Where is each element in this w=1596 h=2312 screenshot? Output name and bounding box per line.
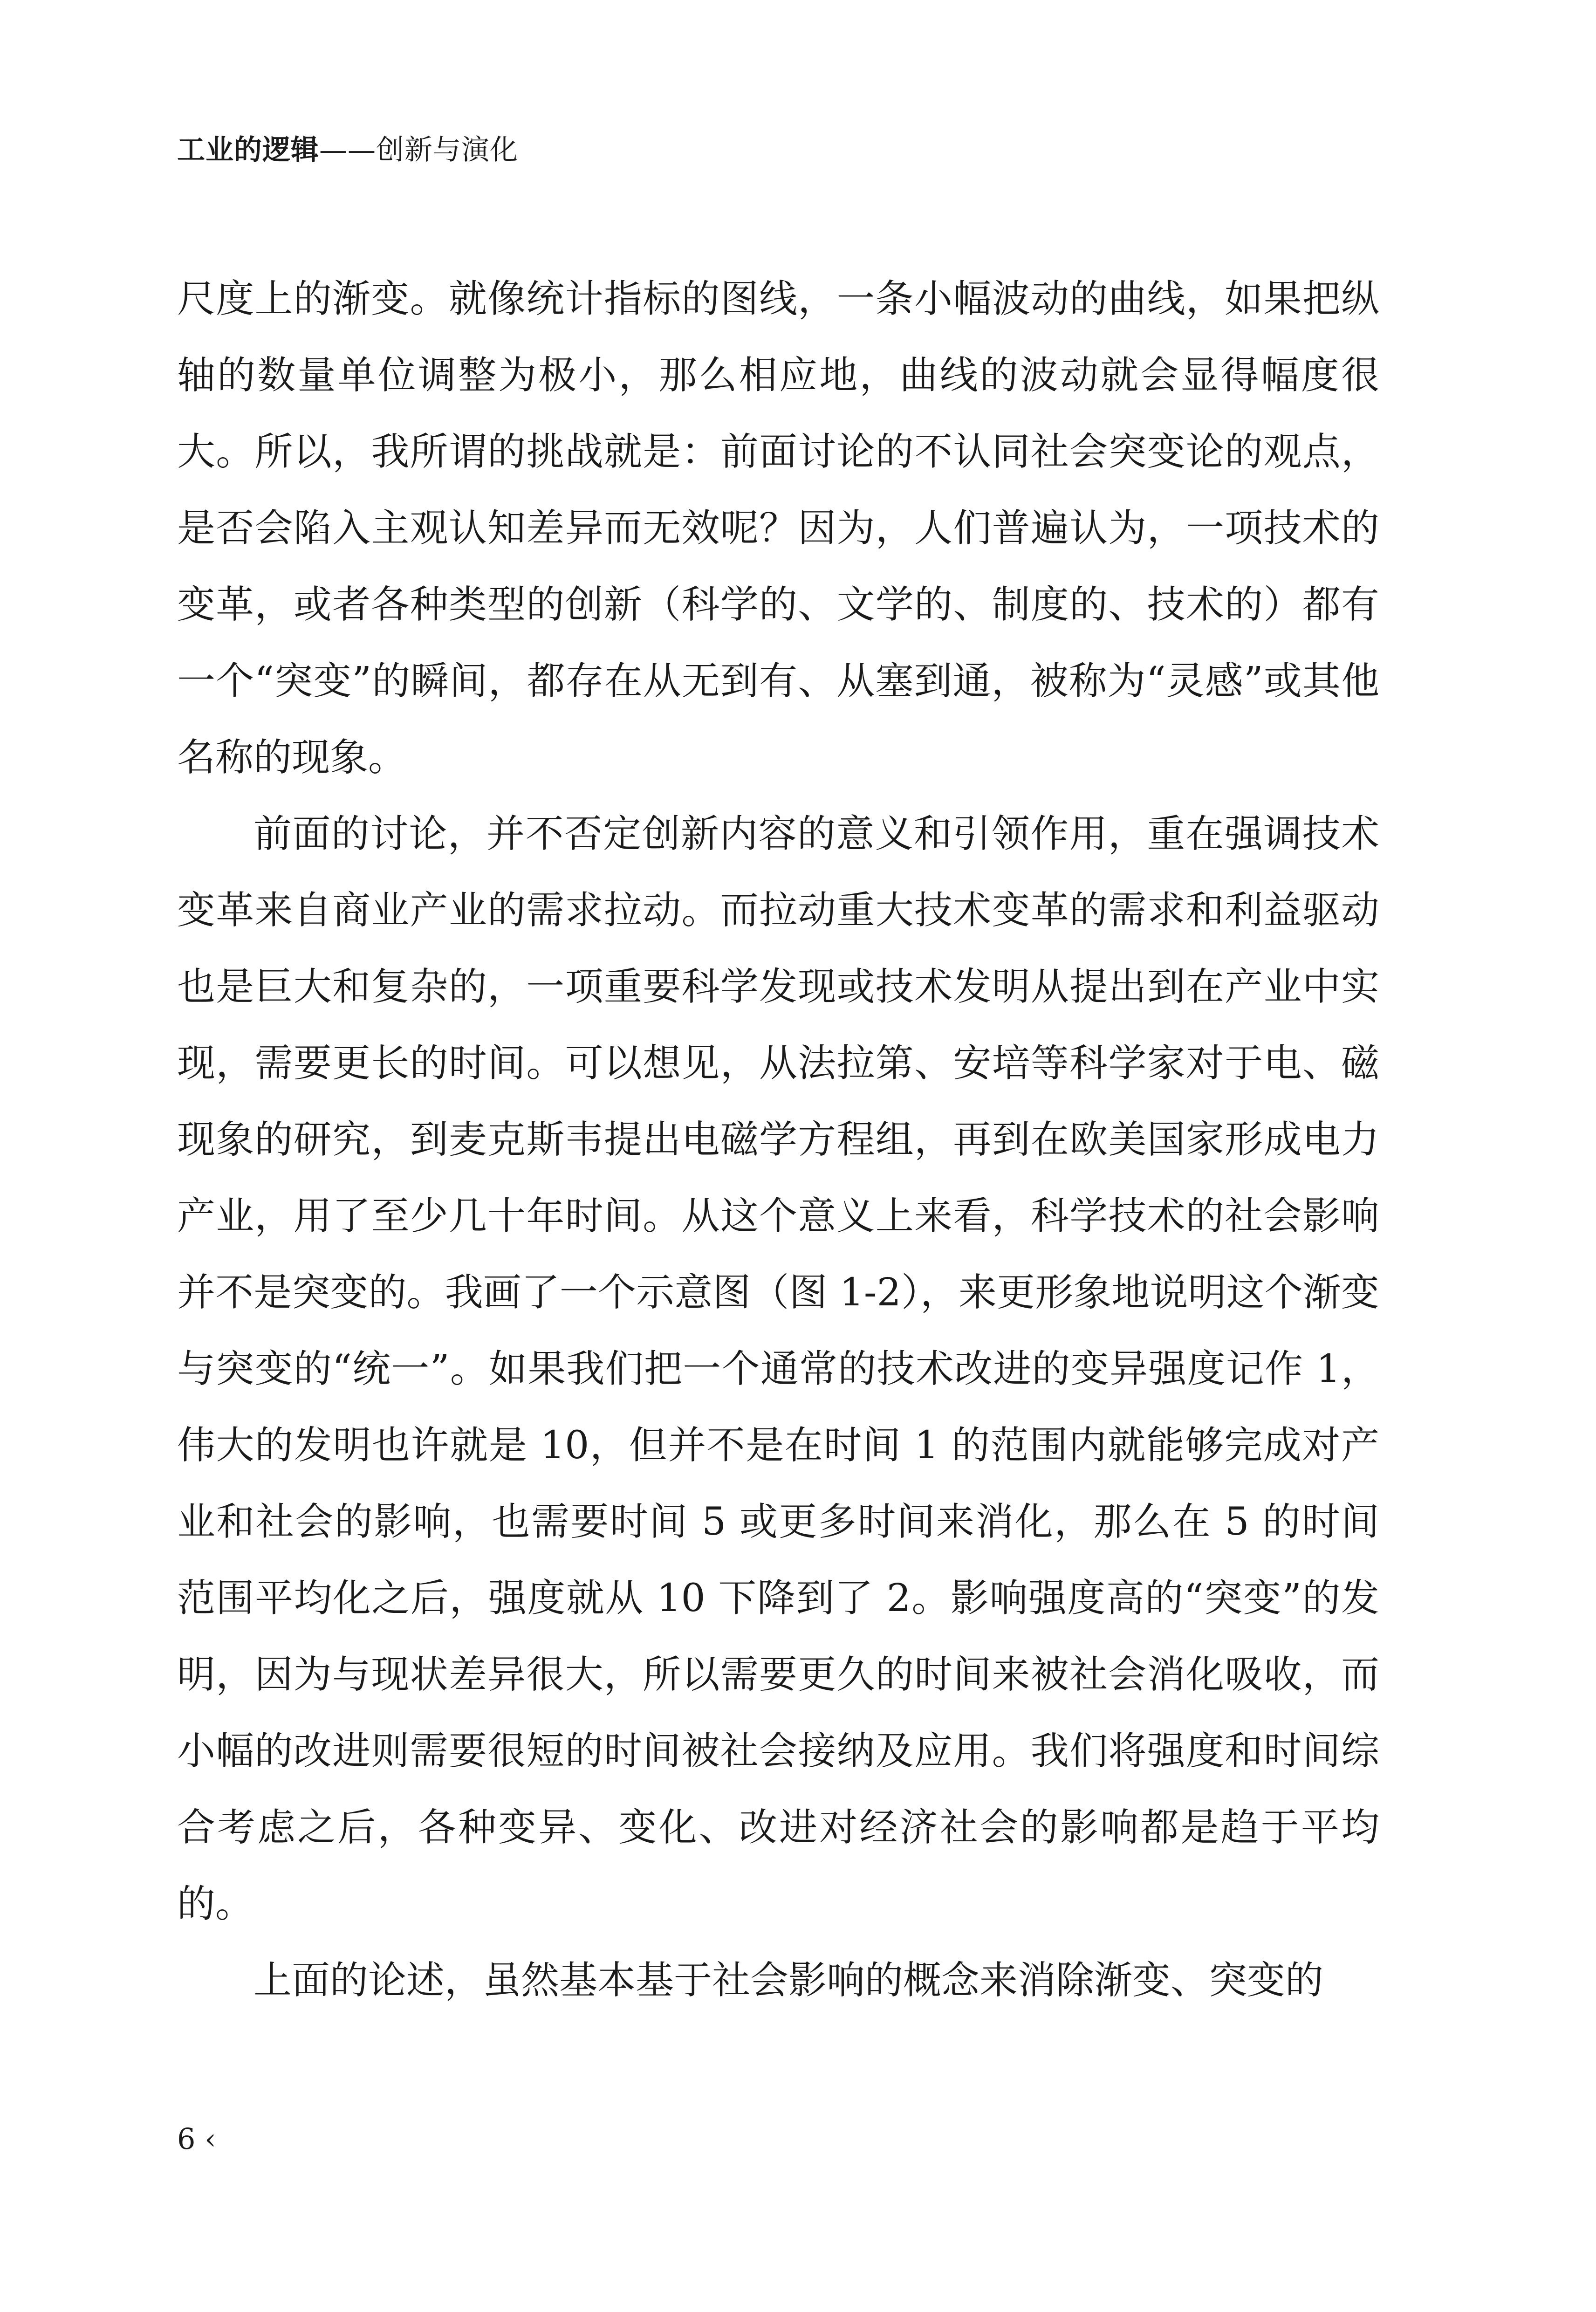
page-number: 6 ‹ bbox=[177, 2122, 216, 2156]
paragraph-continued: 尺度上的渐变。就像统计指标的图线，一条小幅波动的曲线，如果把纵轴的数量单位调整为极小，那么相应地，曲线的波动就会显得幅度很大。所以，我所谓的挑战就是：前面讨论的不认同社会突变论的观点，是否会陷入主观认知差异而无效呢？因为，人们普遍认为，一项技术的变革，或者各种类型的创新（科学的、文学的、制度的、技术的）都有一个“突变”的瞬间，都存在从无到有、从塞到通，被称为“灵感”或其他名称的现象。 bbox=[177, 277, 1379, 780]
paragraph: 前面的讨论，并不否定创新内容的意义和引领作用，重在强调技术变革来自商业产业的需求拉动。而拉动重大技术变革的需求和利益驱动也是巨大和复杂的，一项重要科学发现或技术发明从提出到在产业中实现，需要更长的时间。可以想见，从法拉第、安培等科学家对于电、磁现象的研究，到麦克斯韦提出电磁学方程组，再到在欧美国家形成电力产业，用了至少几十年时间。从这个意义上来看，科学技术的社会影响并不是突变的。我画了一个示意图（图 1-2），来更形象地说明这个渐变与突变的“统一”。如果我们把一个通常的技术改进的变异强度记作 1，伟大的发明也许就是 10，但并不是在时间 1 的范围内就能够完成对产业和社会的影响，也需要时间 5 或更多时间来消化，那么在 5 的时间范围平均化之后，强度就从 10 下降到了 2。影响强度高的“突变”的发明，因为与现状差异很大，所以需要更久的时间来被社会消化吸收，而小幅的改进则需要很短的时间被社会接纳及应用。我们将强度和时间综合考虑之后，各种变异、变化、改进对经济社会的影响都是趋于平均的。 bbox=[177, 812, 1379, 1926]
body-text bbox=[177, 261, 1379, 2019]
running-header bbox=[177, 131, 518, 169]
header-separator: —— bbox=[319, 134, 376, 166]
book-title: 工业的逻辑 bbox=[177, 134, 319, 166]
paragraph: 上面的论述，虽然基本基于社会影响的概念来消除渐变、突变的 bbox=[253, 1958, 1324, 2003]
book-subtitle: 创新与演化 bbox=[376, 134, 518, 166]
